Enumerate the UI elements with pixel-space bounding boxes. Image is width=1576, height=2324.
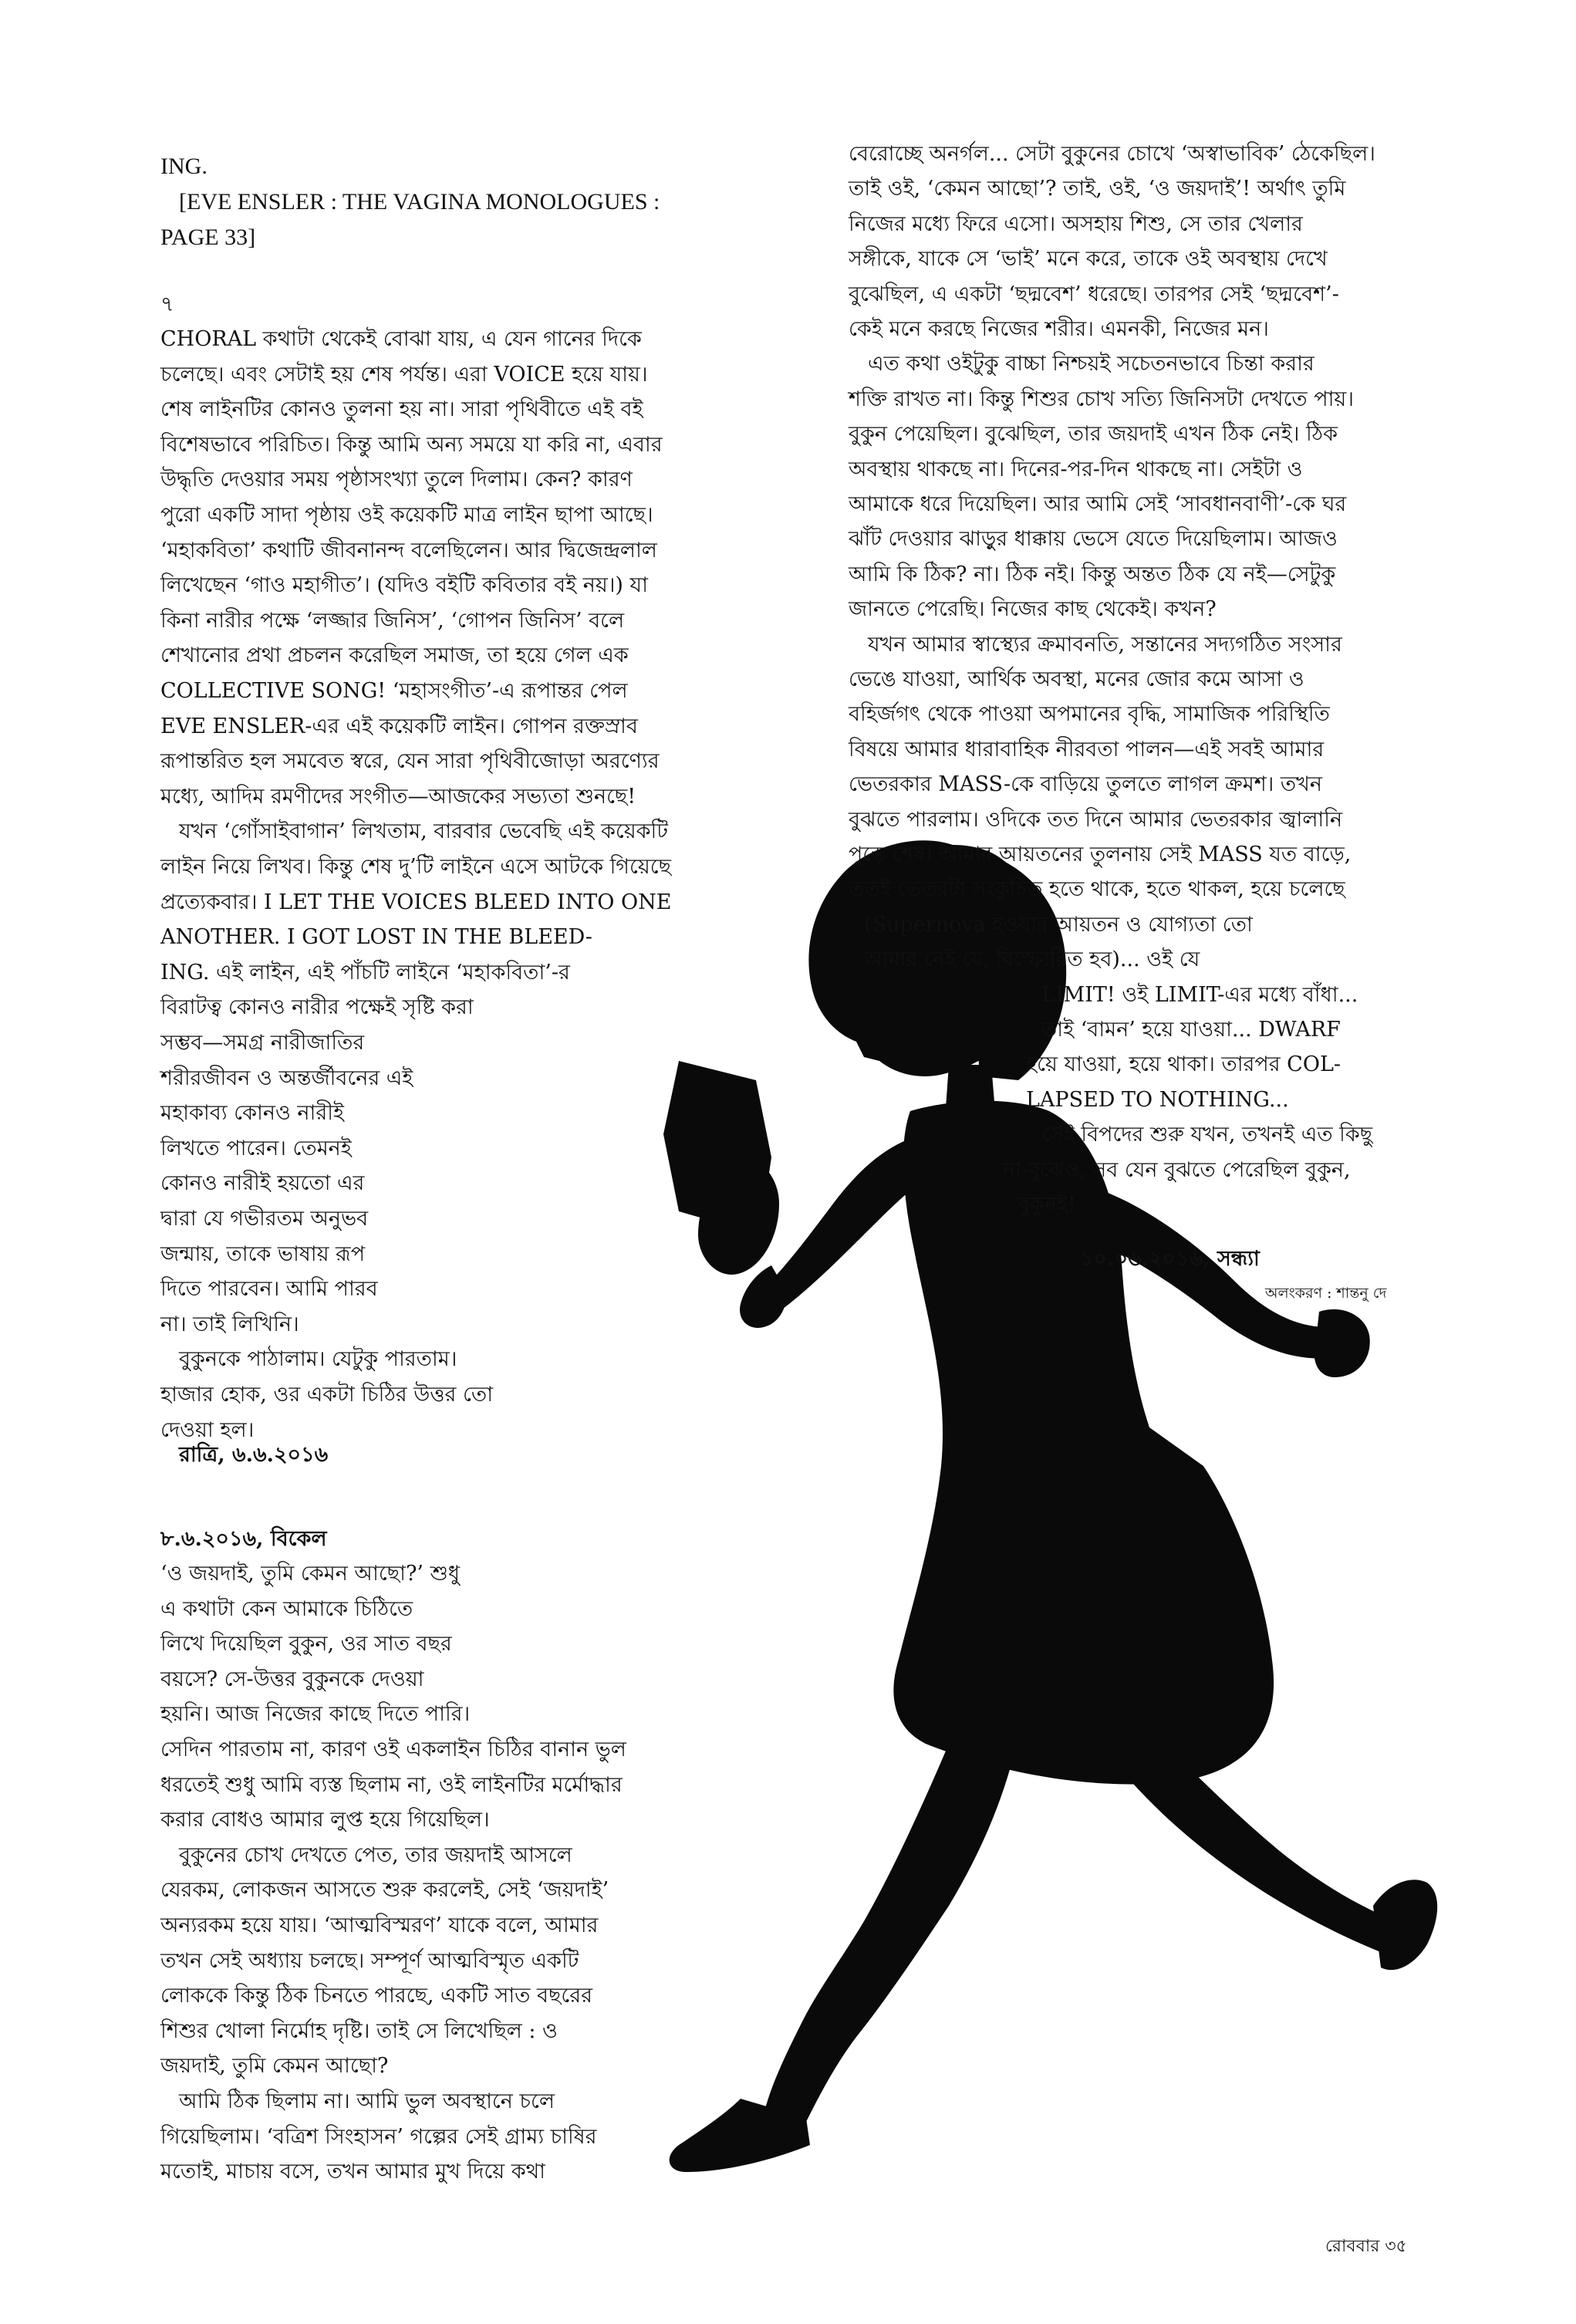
text-line: বুঝেছিল, এ একটা ‘ছদ্মবেশ’ ধরেছে। তারপর সেই ‘ছদ্মবেশ’- bbox=[849, 282, 1339, 306]
text-line: শেষ লাইনটির কোনও তুলনা হয় না। সারা পৃথিবীতে এই বই bbox=[160, 397, 643, 422]
text-line: সঙ্গীকে, যাকে সে ‘ভাই’ মনে করে, তাকে ওই অবস্থায় দেখে bbox=[849, 247, 1328, 272]
text-line: মহাকাব্য কোনও নারীই bbox=[160, 1101, 344, 1126]
text-line: হয়নি। আজ নিজের কাছে দিতে পারি। bbox=[160, 1702, 471, 1727]
text-line: ততই ভেতরটা সংকুচিত হতে থাকে, হতে থাকল, হয়ে চলেছে bbox=[849, 877, 1345, 902]
quote-line: [EVE ENSLER : THE VAGINA MONOLOGUES : bbox=[179, 189, 660, 214]
text-line: LIMIT! ওই LIMIT-এর মধ্যে বাঁধা... bbox=[1041, 982, 1358, 1007]
text-line: সম্ভব—সমগ্র নারীজাতির bbox=[160, 1031, 365, 1055]
text-line: রূপান্তরিত হল সমবেত স্বরে, যেন সারা পৃথিবীজোড়া অরণ্যের bbox=[160, 749, 660, 774]
text-line: তাই ওই, ‘কেমন আছো’? তাই, ওই, ‘ও জয়দাই’! অর্থাৎ তুমি bbox=[849, 177, 1346, 201]
text-line: উদ্ধৃতি দেওয়ার সময় পৃষ্ঠাসংখ্যা তুলে দিলাম। কেন? কারণ bbox=[160, 468, 633, 492]
text-line: প্রত্যেকবার। I LET THE VOICES BLEED INTO ONE bbox=[160, 890, 672, 914]
text-line: আমাকে ধরে দিয়েছিল। আর আমি সেই ‘সাবধানবাণী’-কে ঘর bbox=[849, 492, 1347, 516]
text-line: চলেছে। এবং সেটাই হয় শেষ পর্যন্ত। এরা VOICE হয়ে যায়। bbox=[160, 362, 648, 387]
text-line: সেই বিপদের শুরু যখন, তখনই এত কিছু bbox=[1041, 1123, 1373, 1147]
text-line: ভেতরকার MASS-কে বাড়িয়ে তুলতে লাগল ক্রমশ। তখন bbox=[849, 772, 1323, 797]
text-line: এ কথাটা কেন আমাকে চিঠিতে bbox=[160, 1596, 413, 1621]
text-line: বিষয়ে আমার ধারাবাহিক নীরবতা পালন—এই সবই আমার bbox=[849, 737, 1325, 762]
text-line: অন্যরকম হয়ে যায়। ‘আত্মবিস্মরণ’ যাকে বলে, আমার bbox=[160, 1914, 599, 1937]
quote-line: ING. bbox=[160, 154, 208, 179]
dateline: ৮.৬.২০১৬, বিকেল bbox=[160, 1527, 327, 1551]
text-line: অবস্থায় থাকছে না। দিনের-পর-দিন থাকছে না। সেইটা ও bbox=[849, 457, 1303, 481]
text-line: যেরকম, লোকজন আসতে শুরু করলেই, সেই ‘জয়দাই’ bbox=[160, 1878, 609, 1903]
text-line: আমি কি ঠিক? না। ঠিক নই। কিন্তু অন্তত ঠিক যে নই—সেটুকু bbox=[849, 562, 1336, 586]
text-line: তাই ‘বামন’ হয়ে যাওয়া... DWARF bbox=[1041, 1018, 1341, 1042]
text-line: দ্বারা যে গভীরতম অনুভব bbox=[160, 1207, 369, 1231]
text-line: দিতে পারবেন। আমি পারব bbox=[160, 1277, 378, 1302]
quote-line: PAGE 33] bbox=[160, 225, 256, 250]
text-line: (Supernova হওয়ার আয়তন ও যোগ্যতা তো bbox=[864, 912, 1253, 937]
text-line: শিশুর খোলা নির্মোহ দৃষ্টি। তাই সে লিখেছিল : ও bbox=[160, 2018, 558, 2043]
text-line: ANOTHER. I GOT LOST IN THE BLEED- bbox=[160, 925, 592, 950]
text-line: লিখতে পারেন। তেমনই bbox=[160, 1136, 352, 1160]
text-line: শেখানোর প্রথা প্রচলন করেছিল সমাজ, তা হয়ে গেল এক bbox=[160, 643, 629, 668]
text-line: পুরো একটি সাদা পৃষ্ঠায় ওই কয়েকটি মাত্র লাইন ছাপা আছে। bbox=[160, 503, 653, 527]
text-line: বুকুনের চোখ দেখতে পেত, তার জয়দাই আসলে bbox=[179, 1843, 572, 1867]
text-line: হাজার হোক, ওর একটা চিঠির উত্তর তো bbox=[160, 1383, 494, 1407]
text-line: বুকুনকে পাঠালাম। যেটুকু পারতাম। bbox=[179, 1347, 457, 1372]
illustration-credit: অলংকরণ : শান্তনু দে bbox=[1265, 1285, 1387, 1302]
text-line: লিখে দিয়েছিল বুকুন, ওর সাত বছর bbox=[160, 1632, 452, 1657]
text-line: বিরাটত্ব কোনও নারীর পক্ষেই সৃষ্টি করা bbox=[160, 995, 474, 1020]
text-line: মধ্যে, আদিম রমণীদের সংগীত—আজকের সভ্যতা শুনছে! bbox=[160, 784, 636, 809]
text-line: গিয়েছিলাম। ‘বত্রিশ সিংহাসন’ গল্পের সেই গ্রাম্য চাষির bbox=[160, 2124, 597, 2149]
text-line: ধরতেই শুধু আমি ব্যস্ত ছিলাম না, ওই লাইনটির মর্মোদ্ধার bbox=[160, 1772, 623, 1797]
text-line: ‘মহাকবিতা’ কথাটি জীবনানন্দ বলেছিলেন। আর দ্বিজেন্দ্রলাল bbox=[160, 538, 657, 562]
text-line: সেদিন পারতাম না, কারণ ওই একলাইন চিঠির বানান ভুল bbox=[160, 1738, 626, 1762]
text-line: বুকুনই! bbox=[1018, 1193, 1076, 1217]
text-line: কেই মনে করছে নিজের শরীর। এমনকী, নিজের মন। bbox=[849, 317, 1269, 341]
dateline: ১০.০৬.২০১৬, সন্ধ্যা bbox=[1080, 1247, 1260, 1271]
text-line: আমি ঠিক ছিলাম না। আমি ভুল অবস্থানে চলে bbox=[179, 2089, 555, 2113]
text-line: জন্মায়, তাকে ভাষায় রূপ bbox=[160, 1241, 366, 1266]
text-line: বেরোচ্ছে অনর্গল... সেটা বুকুনের চোখে ‘অস্বাভাবিক’ ঠেকেছিল। bbox=[849, 142, 1375, 166]
section-number: ৭ bbox=[160, 292, 174, 316]
text-line: CHORAL কথাটা থেকেই বোঝা যায়, এ যেন গানের দিকে bbox=[160, 327, 642, 351]
text-line: লোককে কিন্তু ঠিক চিনতে পারছে, একটি সাত বছরের bbox=[160, 1984, 592, 2008]
text-line: হয়ে যাওয়া, হয়ে থাকা। তারপর COL- bbox=[1026, 1052, 1341, 1077]
text-line: না। তাই লিখিনি। bbox=[160, 1312, 299, 1336]
text-line: কিনা নারীর পক্ষে ‘লজ্জার জিনিস’, ‘গোপন জিনিস’ বলে bbox=[160, 608, 625, 633]
text-line: শরীরজীবন ও অন্তর্জীবনের এই bbox=[160, 1066, 413, 1090]
text-line: মতোই, মাচায় বসে, তখন আমার মুখ দিয়ে কথা bbox=[160, 2160, 545, 2184]
text-line: ‘ও জয়দাই, তুমি কেমন আছো?’ শুধু bbox=[160, 1562, 460, 1586]
text-line: করার বোধও আমার লুপ্ত হয়ে গিয়েছিল। bbox=[160, 1808, 490, 1833]
text-line: আমার নেই যে, বিস্ফোরিত হব)... ওই যে bbox=[864, 948, 1200, 972]
text-line: LAPSED TO NOTHING... bbox=[1026, 1087, 1289, 1112]
text-line: দেওয়া হল। bbox=[160, 1417, 255, 1442]
text-line: বুঝতে পারলাম। ওদিকে তত দিনে আমার ভেতরকার জ্বালানি bbox=[849, 807, 1343, 832]
text-line: জয়দাই, তুমি কেমন আছো? bbox=[160, 2054, 389, 2079]
text-line: যখন আমার স্বাস্থ্যের ক্রমাবনতি, সন্তানের সদ্যগঠিত সংসার bbox=[868, 632, 1342, 657]
text-line: এত কথা ওইটুকু বাচ্চা নিশ্চয়ই সচেতনভাবে চিন্তা করার bbox=[868, 352, 1314, 377]
text-line: ভেঙে যাওয়া, আর্থিক অবস্থা, মনের জোর কমে আসা ও bbox=[849, 667, 1304, 691]
text-line: বহির্জগৎ থেকে পাওয়া অপমানের বৃদ্ধি, সামাজিক পরিস্থিতি bbox=[849, 702, 1330, 727]
text-line: লিখেছেন ‘গাও মহাগীত’। (যদিও বইটি কবিতার বই নয়।) যা bbox=[160, 573, 648, 598]
text-line: ঝাঁট দেওয়ার ঝাড়ুর ধাক্কায় ভেসে যেতে দিয়েছিলাম। আজও bbox=[849, 527, 1338, 552]
text-line: না-বুঝেও, সব যেন বুঝতে পেরেছিল বুকুন, bbox=[1003, 1157, 1351, 1182]
text-line: বুকুন পেয়েছিল। বুঝেছিল, তার জয়দাই এখন ঠিক নেই। ঠিক bbox=[849, 422, 1338, 447]
text-line: শক্তি রাখত না। কিন্তু শিশুর চোখ সত্যি জিনিসটা দেখতে পায়। bbox=[849, 387, 1354, 411]
text-line: কোনও নারীই হয়তো এর bbox=[160, 1171, 365, 1196]
text-line: যখন ‘গোঁসাইবাগান’ লিখতাম, বারবার ভেবেছি এই কয়েকটি bbox=[179, 819, 668, 844]
text-line: বয়সে? সে-উত্তর বুকুনকে দেওয়া bbox=[160, 1667, 424, 1691]
text-line: COLLECTIVE SONG! ‘মহাসংগীত’-এ রূপান্তর পেল bbox=[160, 679, 628, 703]
text-line: তখন সেই অধ্যায় চলছে। সম্পূর্ণ আত্মবিস্মৃত একটি bbox=[160, 1948, 579, 1973]
text-line: বিশেষভাবে পরিচিত। কিন্তু আমি অন্য সময়ে যা করি না, এবার bbox=[160, 432, 663, 457]
text-line: পুড়ে শেষ। আমার আয়তনের তুলনায় সেই MASS যত বাড়ে, bbox=[849, 843, 1352, 866]
text-line: EVE ENSLER-এর এই কয়েকটি লাইন। গোপন রক্তস্রাব bbox=[160, 714, 638, 738]
text-line: ING. এই লাইন, এই পাঁচটি লাইনে ‘মহাকবিতা’-র bbox=[160, 960, 570, 985]
dateline: রাত্রি, ৬.৬.২০১৬ bbox=[179, 1443, 329, 1467]
text-line: লাইন নিয়ে লিখব। কিন্তু শেষ দু’টি লাইনে এসে আটকে গিয়েছে bbox=[160, 855, 671, 879]
page-folio: রোববার ৩৫ bbox=[1325, 2237, 1407, 2256]
text-line: জানতে পেরেছি। নিজের কাছ থেকেই। কখন? bbox=[849, 597, 1217, 622]
text-line: নিজের মধ্যে ফিরে এসো। অসহায় শিশু, সে তার খেলার bbox=[849, 211, 1303, 236]
